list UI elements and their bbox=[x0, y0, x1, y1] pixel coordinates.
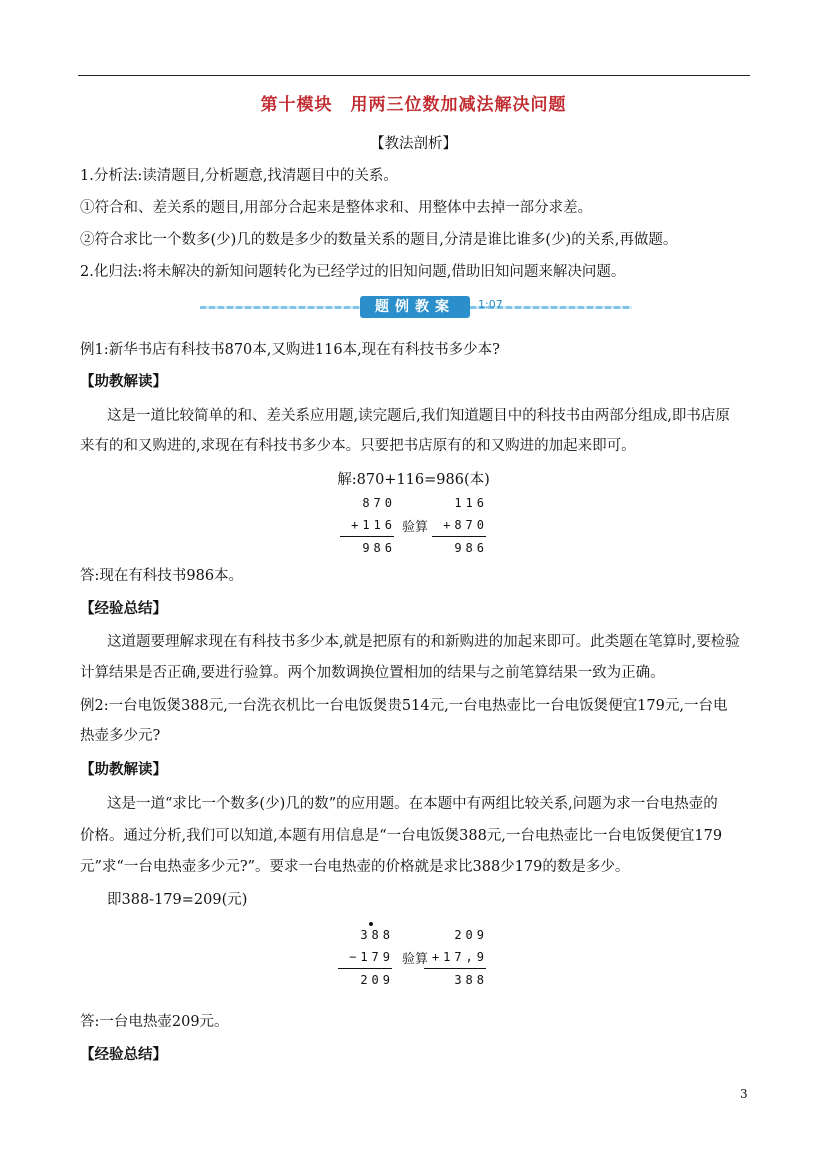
example-banner bbox=[200, 296, 632, 320]
example1-help-line: 来有的和又购进的,求现在有科技书多少本。只要把书店原有的和又购进的加起来即可。 bbox=[80, 438, 636, 454]
example1-help-heading: 【助教解读】 bbox=[80, 373, 167, 390]
verify-result: 986 bbox=[454, 541, 488, 555]
example2-answer: 答:一台电热壶209元。 bbox=[80, 1014, 229, 1030]
verify-result: 388 bbox=[454, 973, 488, 987]
header-rule bbox=[78, 75, 750, 76]
example1-answer: 答:现在有科技书986本。 bbox=[80, 568, 244, 584]
example1-question: 例1:新华书店有科技书870本,又购进116本,现在有科技书多少本? bbox=[80, 342, 500, 358]
verify-top: 116 bbox=[454, 496, 488, 510]
calc-top: 870 bbox=[362, 496, 396, 510]
page-title: 第十模块 用两三位数加减法解决问题 bbox=[260, 95, 567, 115]
method-line: ②符合求比一个数多(少)几的数是多少的数量关系的题目,分清是谁比谁多(少)的关系,再做题。 bbox=[80, 232, 678, 248]
calc-top: 388 bbox=[360, 928, 394, 942]
method-line: 2.化归法:将未解决的新知问题转化为已经学过的旧知问题,借助旧知问题来解决问题。 bbox=[80, 264, 626, 280]
verify-bottom: +870 bbox=[443, 518, 488, 532]
example1-solution: 解:870+116=986(本) bbox=[337, 472, 490, 488]
example2-help-line: 元”求“一台电热壶多少元?”。要求一台电热壶的价格就是求比388少179的数是多少。 bbox=[80, 859, 630, 875]
example2-verification bbox=[424, 924, 488, 991]
example1-verification bbox=[432, 492, 488, 559]
calc-bottom: +116 bbox=[351, 518, 396, 532]
example1-summary-heading: 【经验总结】 bbox=[80, 600, 167, 617]
method-line: ①符合和、差关系的题目,用部分合起来是整体求和、用整体中去掉一部分求差。 bbox=[80, 200, 593, 216]
example1-verify-label: 验算 bbox=[402, 520, 429, 535]
verify-top: 209 bbox=[454, 928, 488, 942]
example2-question: 例2:一台电饭煲388元,一台洗衣机比一台电饭煲贵514元,一台电热壶比一台电饭煲便宜179元,一台电 bbox=[80, 698, 728, 714]
verify-bottom: +17,9 bbox=[431, 950, 488, 964]
calc-result: 209 bbox=[360, 973, 394, 987]
example1-summary-line: 计算结果是否正确,要进行验算。两个加数调换位置相加的结果与之前笔算结果一致为正确。 bbox=[80, 665, 665, 681]
example2-verify-label: 验算 bbox=[402, 952, 429, 967]
example2-summary-heading: 【经验总结】 bbox=[80, 1046, 167, 1063]
calc-bottom: −179 bbox=[349, 950, 394, 964]
example2-help-heading: 【助教解读】 bbox=[80, 761, 167, 778]
example2-question: 热壶多少元? bbox=[80, 728, 161, 744]
example2-solution: 即388-179=209(元) bbox=[107, 892, 248, 908]
example2-vertical-subtraction bbox=[338, 924, 394, 991]
section-heading: 【教法剖析】 bbox=[370, 136, 457, 152]
example1-summary-line: 这道题要理解求现在有科技书多少本,就是把原有的和新购进的加起来即可。此类题在笔算时,要检验 bbox=[107, 634, 740, 650]
page-number: 3 bbox=[740, 1087, 748, 1101]
example1-vertical-addition bbox=[340, 492, 396, 559]
calc-result: 986 bbox=[362, 541, 396, 555]
banner-pencil-icon: 1:07 bbox=[478, 298, 503, 311]
example2-help-line: 价格。通过分析,我们可以知道,本题有用信息是“一台电饭煲388元,一台电热壶比一台电饭煲便宜179 bbox=[80, 828, 723, 844]
example1-help-line: 这是一道比较简单的和、差关系应用题,读完题后,我们知道题目中的科技书由两部分组成,即书店原 bbox=[107, 408, 730, 424]
method-line: 1.分析法:读清题目,分析题意,找清题目中的关系。 bbox=[80, 168, 398, 184]
banner-label: 题例教案 bbox=[360, 296, 470, 318]
example2-help-line: 这是一道“求比一个数多(少)几的数”的应用题。在本题中有两组比较关系,问题为求一台电热壶的 bbox=[107, 796, 718, 812]
